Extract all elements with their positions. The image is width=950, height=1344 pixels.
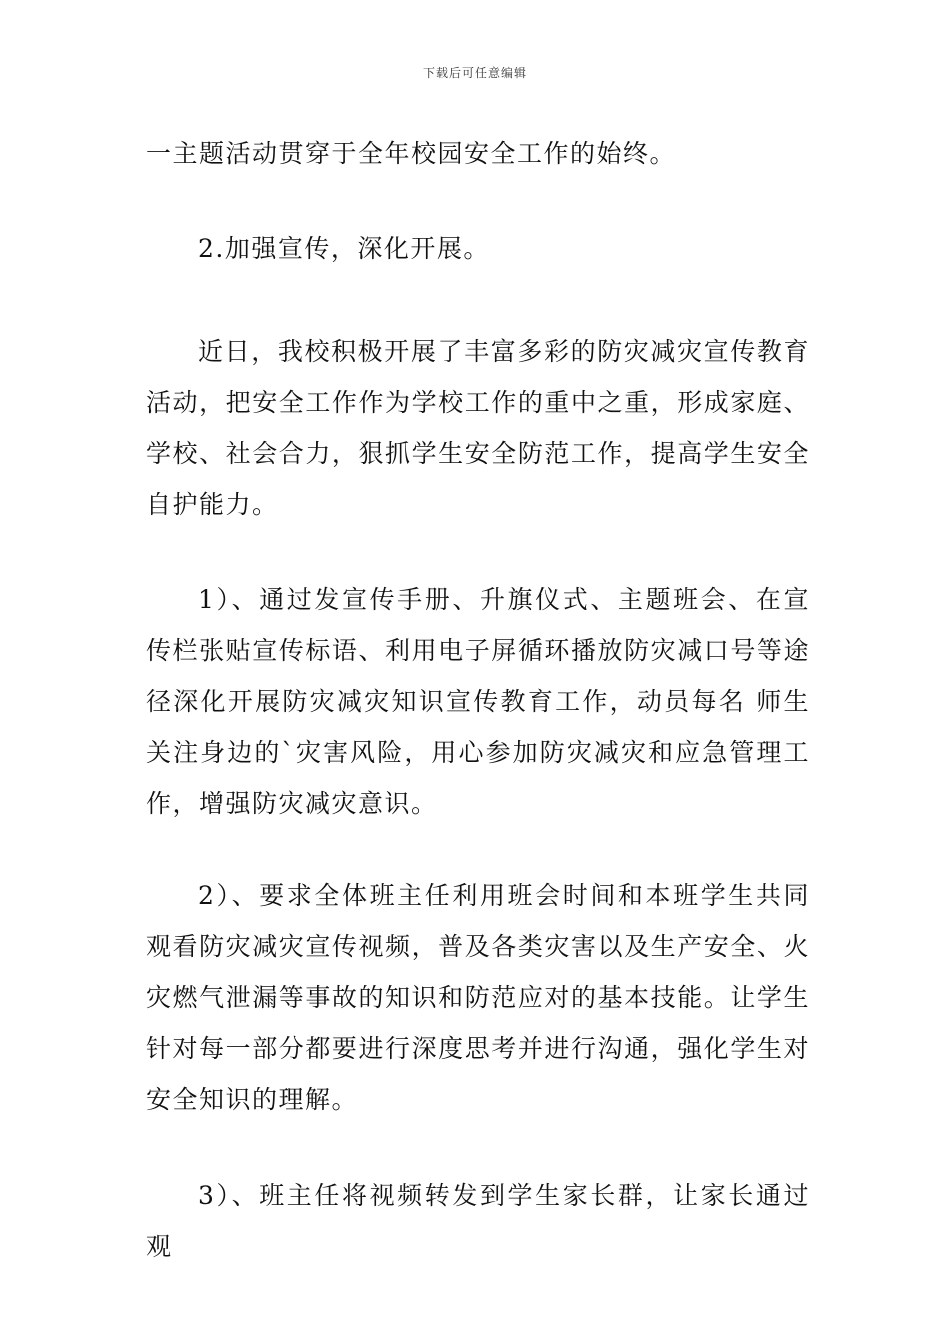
paragraph-2: 2.加强宣传，深化开展。 [198, 234, 490, 263]
body-text [146, 1170, 810, 1272]
paragraph-6: 3）、班主任将视频转发到学生家长群，让家长通过观 [146, 1181, 810, 1261]
paragraph-4: 1）、通过发宣传手册、升旗仪式、主题班会、在宣传栏张贴宣传标语、利用电子屏循环播放防灾减口号等途径深化开展防灾减灾知识宣传教育工作，动员每名 师生关注身边的`灾害风险，用心参加防灾减灾和应急管理工作，增强防灾减灾意识。 [146, 585, 810, 818]
body-text [146, 223, 810, 274]
paragraph-5: 2）、要求全体班主任利用班会时间和本班学生共同观看防灾减灾宣传视频，普及各类灾害以及生产安全、火灾燃气泄漏等事故的知识和防范应对的基本技能。让学生针对每一部分都要进行深度思考并进行沟通，强化学生对安全知识的理解。 [146, 881, 810, 1114]
paragraph-1: 一主题活动贯穿于全年校园安全工作的始终。 [146, 139, 677, 168]
page-header: 下载后可任意编辑 [422, 66, 527, 80]
body-text [146, 870, 810, 1125]
paragraph-3: 近日，我校积极开展了丰富多彩的防灾减灾宣传教育活动，把安全工作作为学校工作的重中之重，形成家庭、学校、社会合力，狠抓学生安全防范工作，提高学生安全自护能力。 [146, 337, 810, 519]
body-text [146, 574, 810, 829]
body-text [146, 326, 810, 530]
body-text [146, 128, 810, 179]
